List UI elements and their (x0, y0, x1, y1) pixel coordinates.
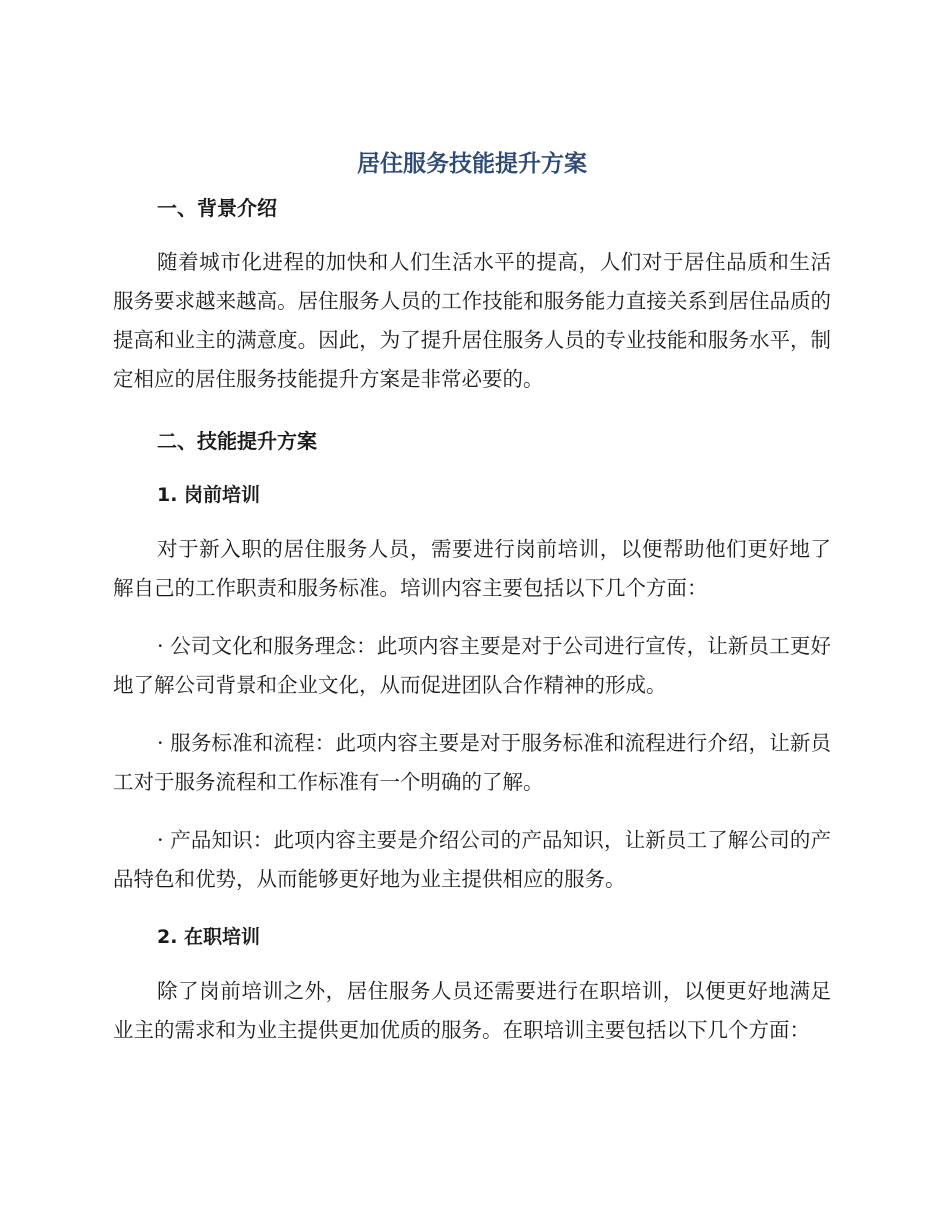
pre-job-training-intro: 对于新入职的居住服务人员，需要进行岗前培训，以便帮助他们更好地了解自己的工作职责和服务标准。培训内容主要包括以下几个方面： (113, 537, 831, 600)
section-heading-background: 一、背景介绍 (157, 196, 277, 220)
bullet-product-knowledge: · 产品知识：此项内容主要是介绍公司的产品知识，让新员工了解公司的产品特色和优势，从而能够更好地为业主提供相应的服务。 (113, 828, 831, 891)
section-heading-plan: 二、技能提升方案 (157, 429, 317, 453)
background-paragraph: 随着城市化进程的加快和人们生活水平的提高，人们对于居住品质和生活服务要求越来越高。居住服务人员的工作技能和服务能力直接关系到居住品质的提高和业主的满意度。因此，为了提升居住服务人员的专业技能和服务水平，制定相应的居住服务技能提升方案是非常必要的。 (113, 250, 831, 391)
bullet-company-culture: · 公司文化和服务理念：此项内容主要是对于公司进行宣传，让新员工更好地了解公司背景和企业文化，从而促进团队合作精神的形成。 (113, 634, 831, 697)
subsection-heading-on-job-training: 2. 在职培训 (157, 926, 261, 948)
bullet-service-standards: · 服务标准和流程：此项内容主要是对于服务标准和流程进行介绍，让新员工对于服务流程和工作标准有一个明确的了解。 (113, 731, 831, 794)
subsection-heading-pre-job-training: 1. 岗前培训 (157, 484, 261, 506)
document-page (113, 138, 831, 1050)
document-title: 居住服务技能提升方案 (357, 151, 587, 177)
on-job-training-intro: 除了岗前培训之外，居住服务人员还需要进行在职培训，以便更好地满足业主的需求和为业主提供更加优质的服务。在职培训主要包括以下几个方面： (113, 979, 831, 1042)
